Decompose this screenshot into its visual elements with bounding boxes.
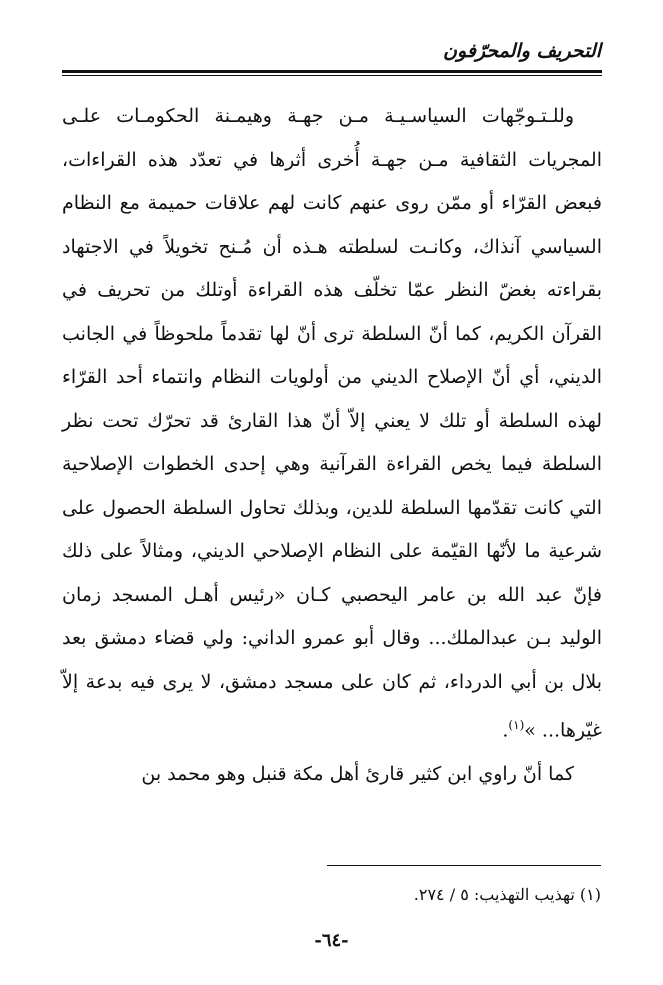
header-rule-thin [62, 75, 602, 76]
body-text [62, 95, 602, 796]
page-number: -٦٤- [314, 930, 349, 951]
footnote-rule [327, 865, 601, 866]
paragraph-2: كما أنّ راوي ابن كثير قارئ أهل مكة قنبل وهو محمد بن [141, 762, 574, 785]
running-header: التحريف والمحرّفون [443, 40, 601, 62]
paragraph-1 [62, 95, 602, 753]
paragraph-1-text: وللـتـوجّهات السياسـيـة مـن جهـة وهيمـنة الحكومـات علـى المجريات الثقافية مـن جهـة أُخرى أثرها في تعدّد هذه القراءات، فبعض القرّاء أو ممّن روى عنهم كانت لهم علاقات حميمة مع النظام السياسي آنذاك، وكانـت لسلطته هـذه أن مُـنح تخويلاً في الاجتهاد بقراءته بغضّ النظر عمّا تخلّف هذه القراءة أوتلك من تحريف في القرآن الكريم، كما أنّ السلطة ترى أنّ لها تقدماً ملحوظاً في الجانب الديني، أي أنّ الإصلاح الديني من أولويات النظام وانتماء أحد القرّاء لهذه السلطة أو تلك لا يعني إلاّ أنّ هذا القارئ قد تحرّك تحت نظر السلطة فيما يخص القراءة القرآنية وهي إحدى الخطوات الإصلاحية التي كانت تقدّمها السلطة للدين، وبذلك تحاول السلطة الحصول على شرعية ما لأنّها القيّمة على النظام الإصلاحي الديني، ومثالاً على ذلك فإنّ عبد الله بن عامر اليحصبي كـان «رئيس أهـل المسجد زمان الوليد بـن عبدالملك... وقال أبو عمرو الداني: ولي قضاء دمشق بعد بلال بن أبي الدرداء، ثم كان على مسجد دمشق، لا يرى فيه بدعة إلاّ غيّرها... » [62, 105, 602, 742]
footnote: (١) تهذيب التهذيب: ٥ / ٢٧٤. [413, 885, 601, 904]
footnote-reference: (١) [508, 718, 525, 732]
header-rule [62, 70, 602, 73]
end-mark: . [502, 719, 509, 742]
